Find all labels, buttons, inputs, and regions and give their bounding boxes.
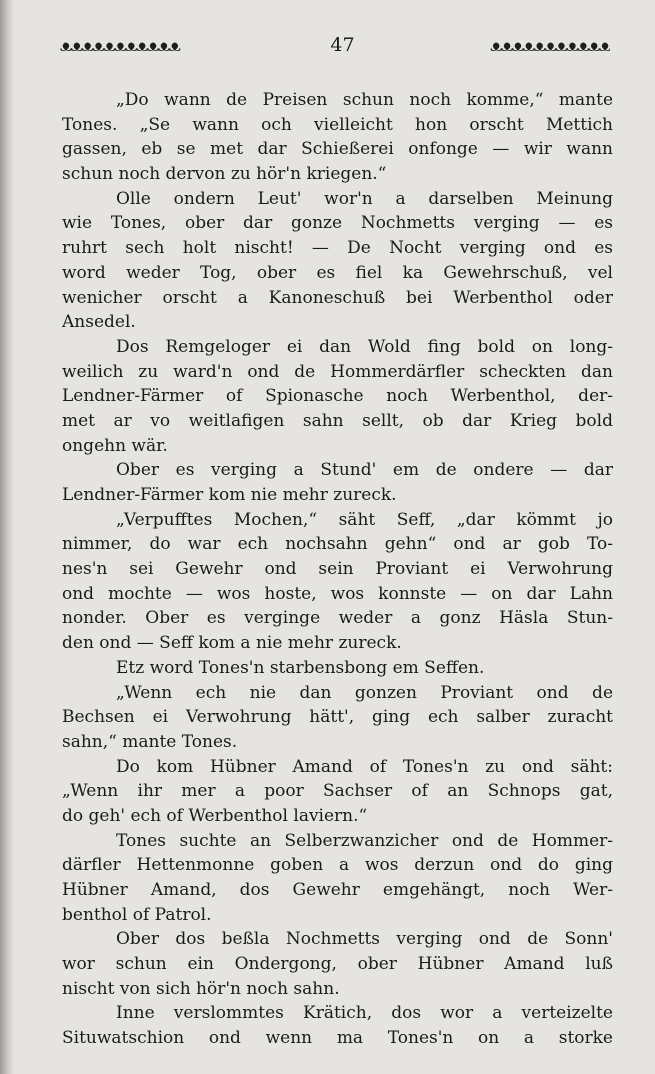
text-line: Ober dos beßla Nochmetts verging ond de Sonn' — [116, 929, 613, 950]
text-line: Bechsen ei Verwohrung hätt', ging ech salber zuracht — [62, 707, 613, 728]
text-line: Inne verslommtes Krätich, dos wor a verteizelte — [116, 1003, 613, 1024]
book-spine-shadow — [0, 0, 14, 1074]
page-number: 47 — [330, 34, 355, 56]
text-line: Do kom Hübner Amand of Tones'n zu ond säht: — [116, 756, 613, 777]
text-line: nes'n sei Gewehr ond sein Proviant ei Verwohrung — [62, 559, 613, 580]
text-line: Dos Remgeloger ei dan Wold fing bold on long- — [116, 336, 613, 357]
text-line: nimmer, do war ech nochsahn gehn“ ond ar gob To- — [62, 534, 613, 555]
text-line: Hübner Amand, dos Gewehr emgehängt, noch Wer- — [62, 880, 613, 900]
text-line: därfler Hettenmonne goben a wos derzun ond do ging — [62, 855, 613, 876]
text-line: „Wenn ihr mer a poor Sachser of an Schnops gat, — [62, 781, 613, 802]
text-line: „Verpufftes Mochen,“ säht Seff, „dar kömmt jo — [116, 509, 613, 530]
text-line: Etz word Tones'n starbensbong em Seffen. — [116, 657, 485, 678]
text-line: wor schun ein Ondergong, ober Hübner Amand luß — [62, 954, 613, 975]
text-line: den ond — Seff kom a nie mehr zureck. — [62, 633, 402, 654]
text-line: nonder. Ober es verginge weder a gonz Häsla Stun- — [62, 608, 613, 629]
text-line: benthol of Patrol. — [62, 904, 212, 925]
text-line: ond mochte — wos hoste, wos konnste — on dar Lahn — [62, 583, 613, 604]
text-line: met ar vo weitlafigen sahn sellt, ob dar Krieg bold — [62, 410, 613, 431]
header-ornament-right: ᴥᴥᴥᴥᴥᴥᴥᴥᴥᴥᴥ — [490, 35, 610, 55]
text-line: Lendner-Färmer kom nie mehr zureck. — [62, 485, 397, 505]
page-header — [60, 30, 610, 60]
text-line: „Wenn ech nie dan gonzen Proviant ond de — [116, 682, 613, 703]
text-line: Ober es verging a Stund' em de ondere — dar — [116, 460, 613, 481]
text-line: „Do wann de Preisen schun noch komme,“ mante — [116, 90, 613, 110]
text-line: weilich zu ward'n ond de Hommerdärfler scheckten dan — [62, 361, 613, 382]
text-line: schun noch dervon zu hör'n kriegen.“ — [62, 164, 387, 185]
text-line: Olle ondern Leut' wor'n a darselben Meinung — [116, 188, 613, 209]
text-line: Lendner-Färmer of Spionasche noch Werbenthol, der- — [62, 386, 613, 407]
text-line: Situwatschion ond wenn ma Tones'n on a storke — [62, 1028, 613, 1049]
body-text — [62, 88, 613, 1049]
text-line: Ansedel. — [62, 312, 136, 333]
text-line: wenicher orscht a Kanoneschuß bei Werbenthol oder — [62, 287, 613, 308]
text-line: ongehn wär. — [62, 435, 168, 456]
text-line: do geh' ech of Werbenthol laviern.“ — [62, 805, 368, 826]
text-line: Tones. „Se wann och vielleicht hon orscht Mettich — [62, 114, 613, 135]
header-ornament-left: ᴥᴥᴥᴥᴥᴥᴥᴥᴥᴥᴥ — [60, 35, 180, 55]
text-line: wie Tones, ober dar gonze Nochmetts verging — es — [62, 213, 613, 234]
text-line: Tones suchte an Selberzwanzicher ond de Hommer- — [116, 830, 613, 851]
text-line: nischt von sich hör'n noch sahn. — [62, 978, 340, 999]
text-line: gassen, eb se met dar Schießerei onfonge — wir wann — [62, 139, 613, 160]
text-line: sahn,“ mante Tones. — [62, 731, 238, 752]
text-line: ruhrt sech holt nischt! — De Nocht verging ond es — [62, 238, 613, 259]
text-line: word weder Tog, ober es fiel ka Gewehrschuß, vel — [62, 262, 613, 283]
